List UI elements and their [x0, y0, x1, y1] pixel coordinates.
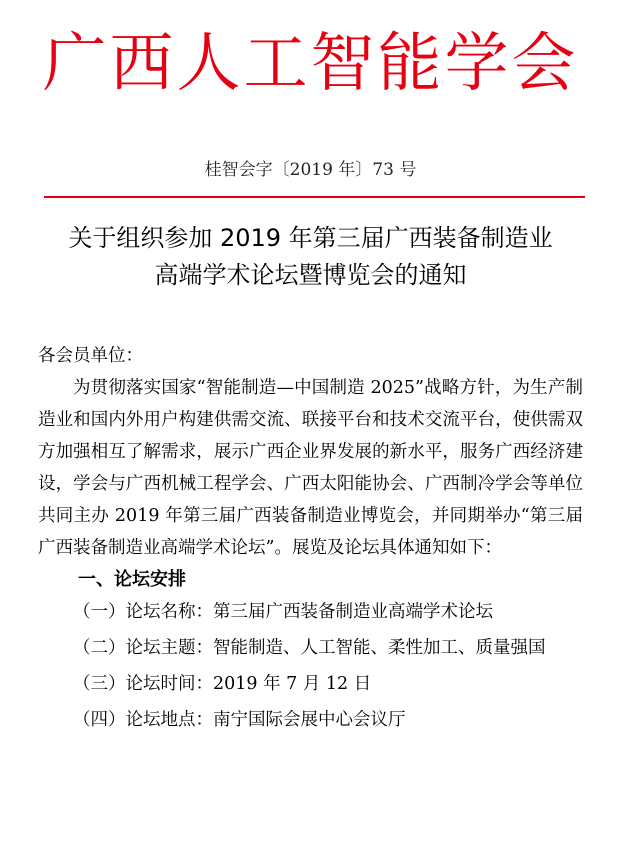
body-paragraph: 为贯彻落实国家“智能制造—中国制造 2025”战略方针，为生产制造业和国内外用户构建供需交流、联接平台和技术交流平台，使供需双方加强相互了解需求，展示广西企业界发展的新水平，服务广西经济建设，学会与广西机械工程学会、广西太阳能协会、广西制冷学会等单位共同主办 2019 年第三届广西装备制造业博览会，并同期举办“第三届广西装备制造业高端学术论坛”。展览及论坛具体通知如下：	[38, 378, 583, 558]
section-heading: 一、论坛安排	[78, 569, 186, 590]
forum-time-item: （三）论坛时间：2019 年 7 月 12 日	[73, 674, 372, 694]
document-number: 桂智会字〔2019 年〕73 号	[204, 160, 417, 180]
notice-body	[38, 340, 583, 736]
organization-name-header: 广西人工智能学会	[42, 27, 579, 101]
salutation: 各会员单位：	[38, 346, 143, 366]
forum-theme-item: （二）论坛主题：智能制造、人工智能、柔性加工、质量强国	[73, 638, 546, 658]
notice-title-line-2: 高端学术论坛暨博览会的通知	[154, 261, 467, 289]
notice-title	[0, 220, 621, 294]
red-divider-line	[44, 196, 585, 198]
forum-location-item: （四）论坛地点：南宁国际会展中心会议厅	[73, 710, 406, 730]
notice-title-line-1: 关于组织参加 2019 年第三届广西装备制造业	[68, 224, 553, 252]
forum-name-item: （一）论坛名称：第三届广西装备制造业高端学术论坛	[73, 602, 493, 622]
